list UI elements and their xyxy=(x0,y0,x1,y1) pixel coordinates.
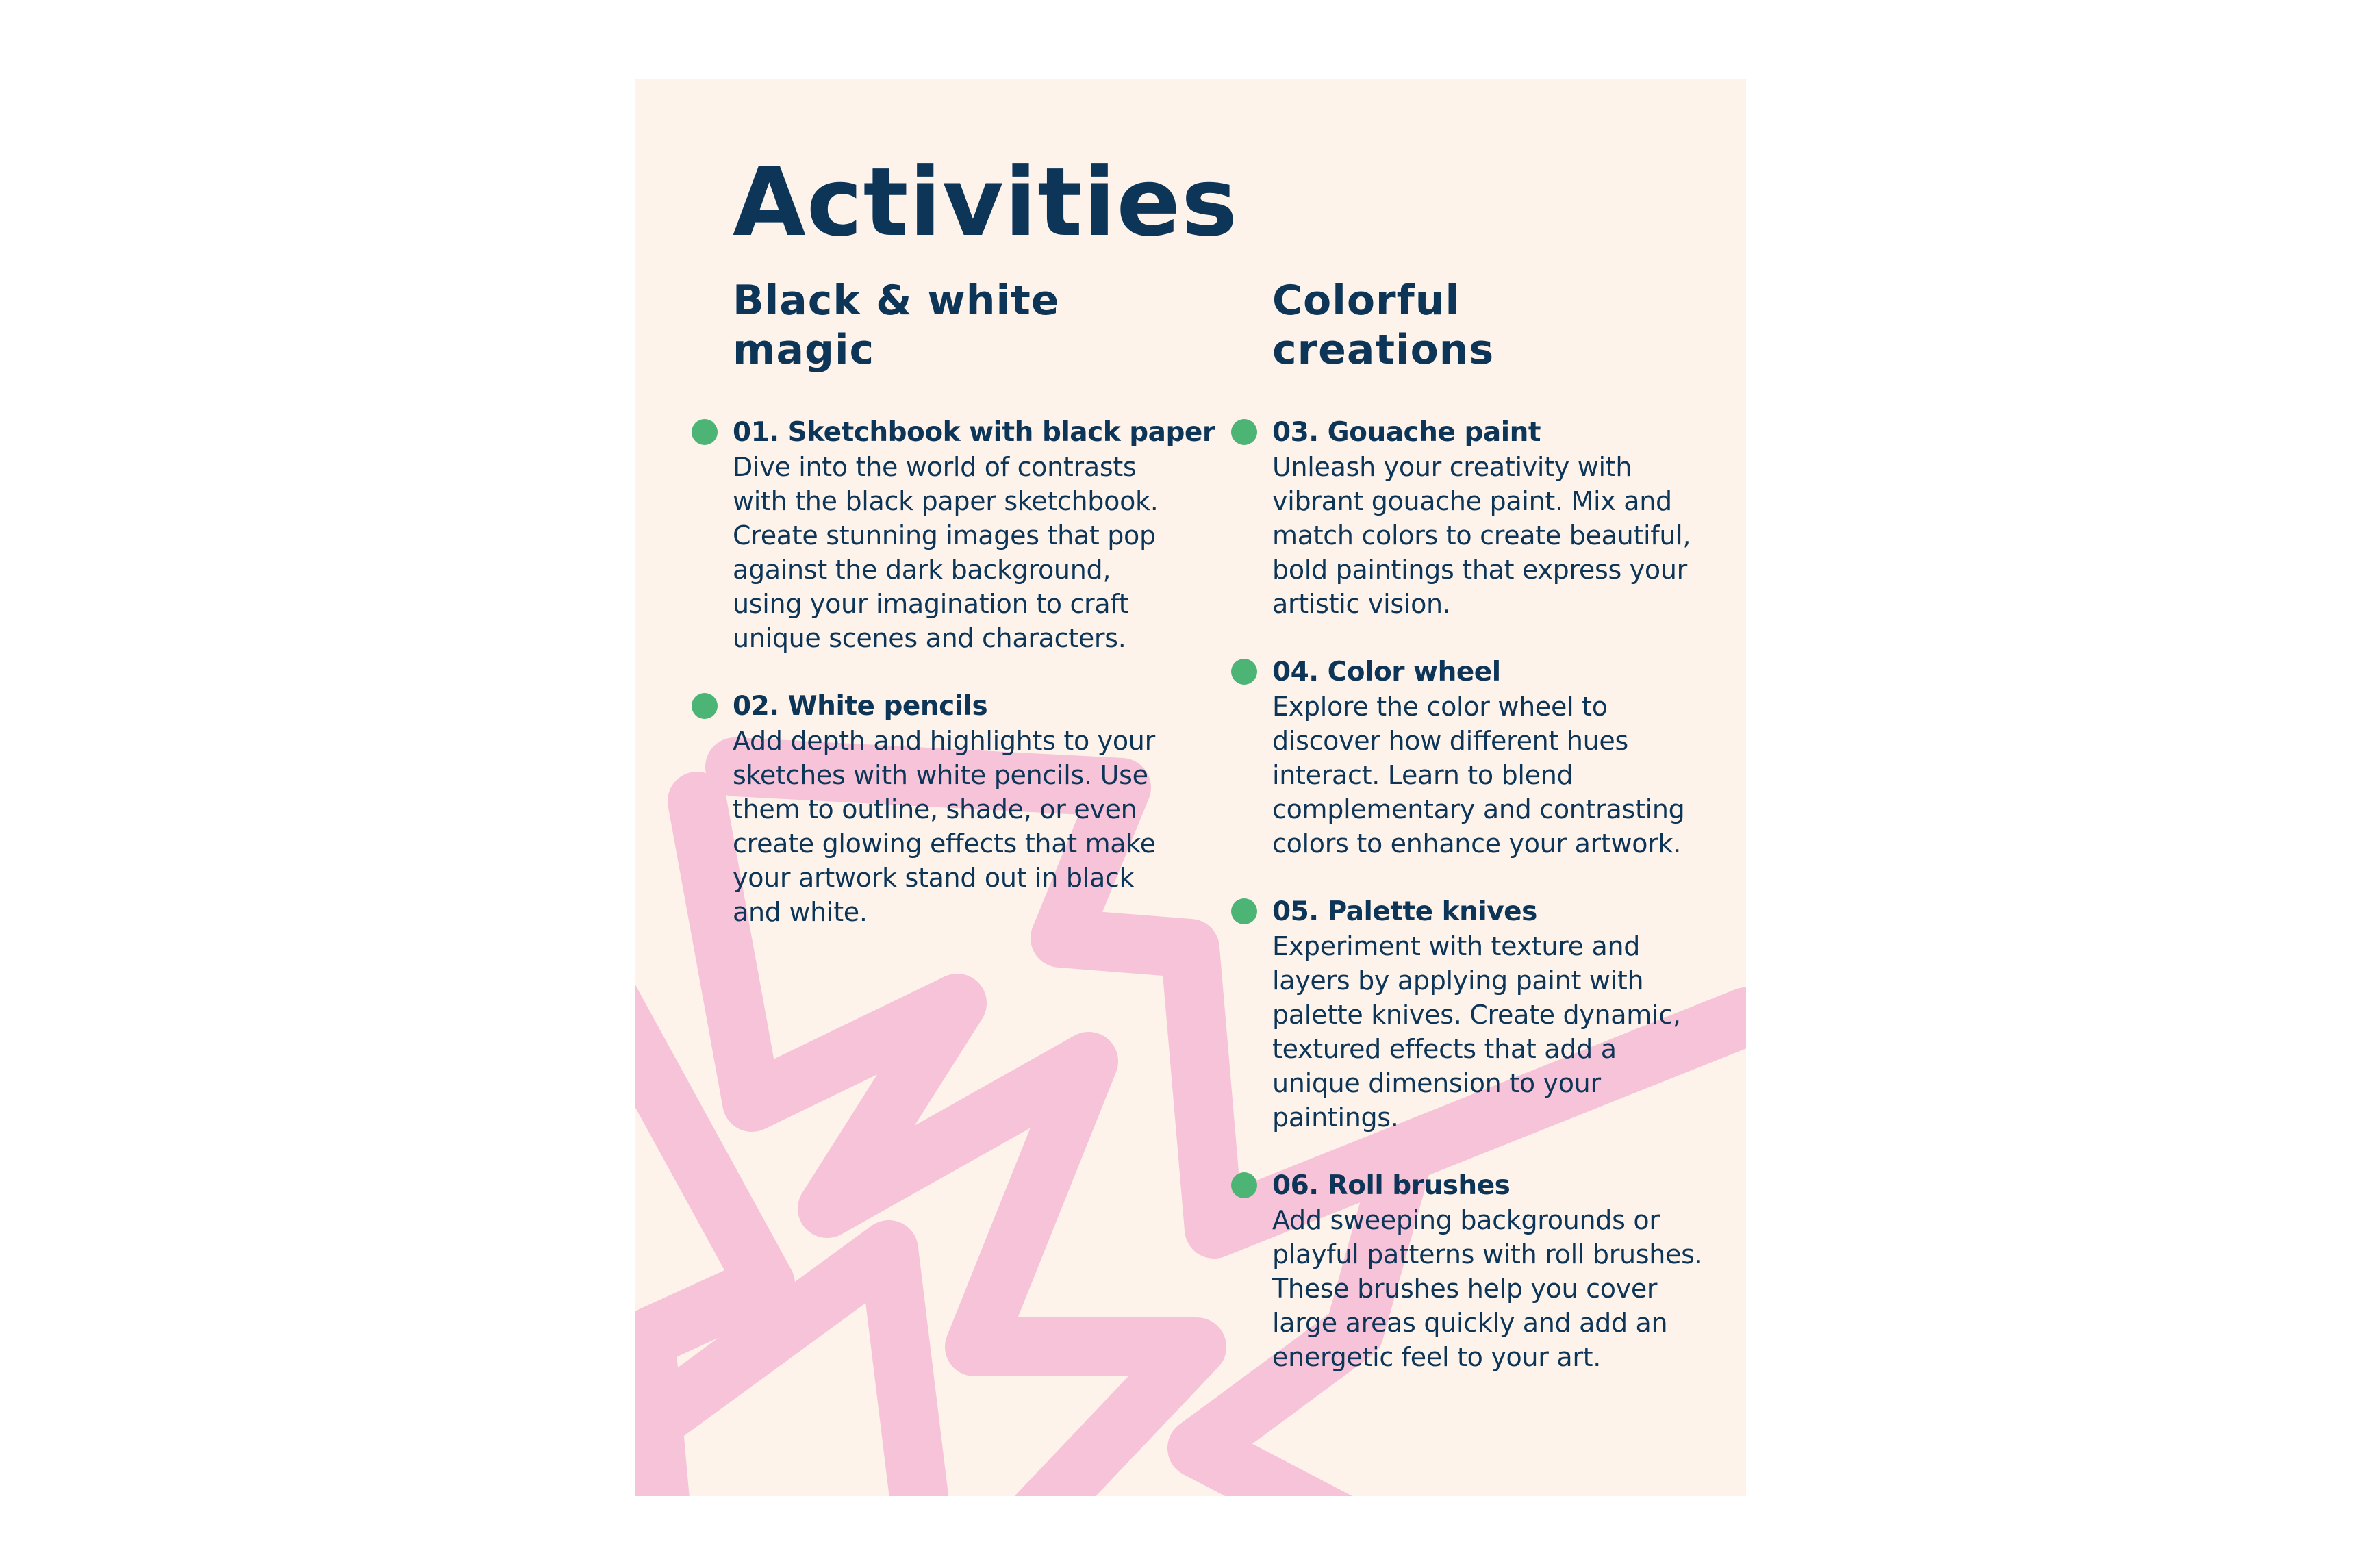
column-heading xyxy=(1272,276,1710,375)
activity-title: 04. Color wheel xyxy=(1272,657,1501,687)
column-black-white-magic xyxy=(733,276,1215,963)
activity-title: 02. White pencils xyxy=(733,691,988,722)
activity-description: Experiment with texture and layers by applying paint with palette knives. Create dynamic, textured effects that add a unique dimension to your paintings. xyxy=(1272,931,1681,1133)
activity-item xyxy=(1272,655,1710,861)
activity-title: 03. Gouache paint xyxy=(1272,417,1541,448)
bullet-dot-icon xyxy=(692,419,718,445)
activity-title: 06. Roll brushes xyxy=(1272,1170,1511,1201)
activity-title: 01. Sketchbook with black paper xyxy=(733,417,1215,448)
page-title: Activities xyxy=(733,147,1239,257)
bullet-dot-icon xyxy=(692,693,718,719)
bullet-dot-icon xyxy=(1231,419,1257,445)
activity-description: Unleash your creativity with vibrant gouache paint. Mix and match colors to create beautiful, bold paintings that express your artistic vision. xyxy=(1272,452,1691,619)
column-heading-line1: Colorful xyxy=(1272,277,1461,325)
activities-page xyxy=(635,79,1746,1496)
activity-description: Dive into the world of contrasts with the black paper sketchbook. Create stunning images that pop against the dark background, using your imagination to craft unique scenes and characters. xyxy=(733,452,1159,653)
activity-item xyxy=(1272,416,1710,621)
bullet-dot-icon xyxy=(1231,898,1257,924)
activity-item xyxy=(1272,1169,1710,1374)
activity-item xyxy=(1272,895,1710,1135)
column-heading-line2: creations xyxy=(1272,326,1495,374)
activity-title: 05. Palette knives xyxy=(1272,896,1537,927)
activity-item xyxy=(733,416,1215,655)
activity-description: Add depth and highlights to your sketches with white pencils. Use them to outline, shade, or even create glowing effects that make your artwork stand out in black and white. xyxy=(733,726,1156,927)
page-content xyxy=(635,79,1746,1496)
column-heading-line2: magic xyxy=(733,326,875,374)
bullet-dot-icon xyxy=(1231,1172,1257,1198)
activity-description: Explore the color wheel to discover how different hues interact. Learn to blend complementary and contrasting colors to enhance your artwork. xyxy=(1272,692,1685,859)
activity-item xyxy=(733,690,1185,929)
column-colorful-creations xyxy=(1272,276,1710,1408)
column-heading-line1: Black & white xyxy=(733,277,1060,325)
column-heading xyxy=(733,276,1185,375)
activity-description: Add sweeping backgrounds or playful patterns with roll brushes. These brushes help you cover large areas quickly and add an energetic feel to your art. xyxy=(1272,1205,1703,1372)
bullet-dot-icon xyxy=(1231,659,1257,685)
